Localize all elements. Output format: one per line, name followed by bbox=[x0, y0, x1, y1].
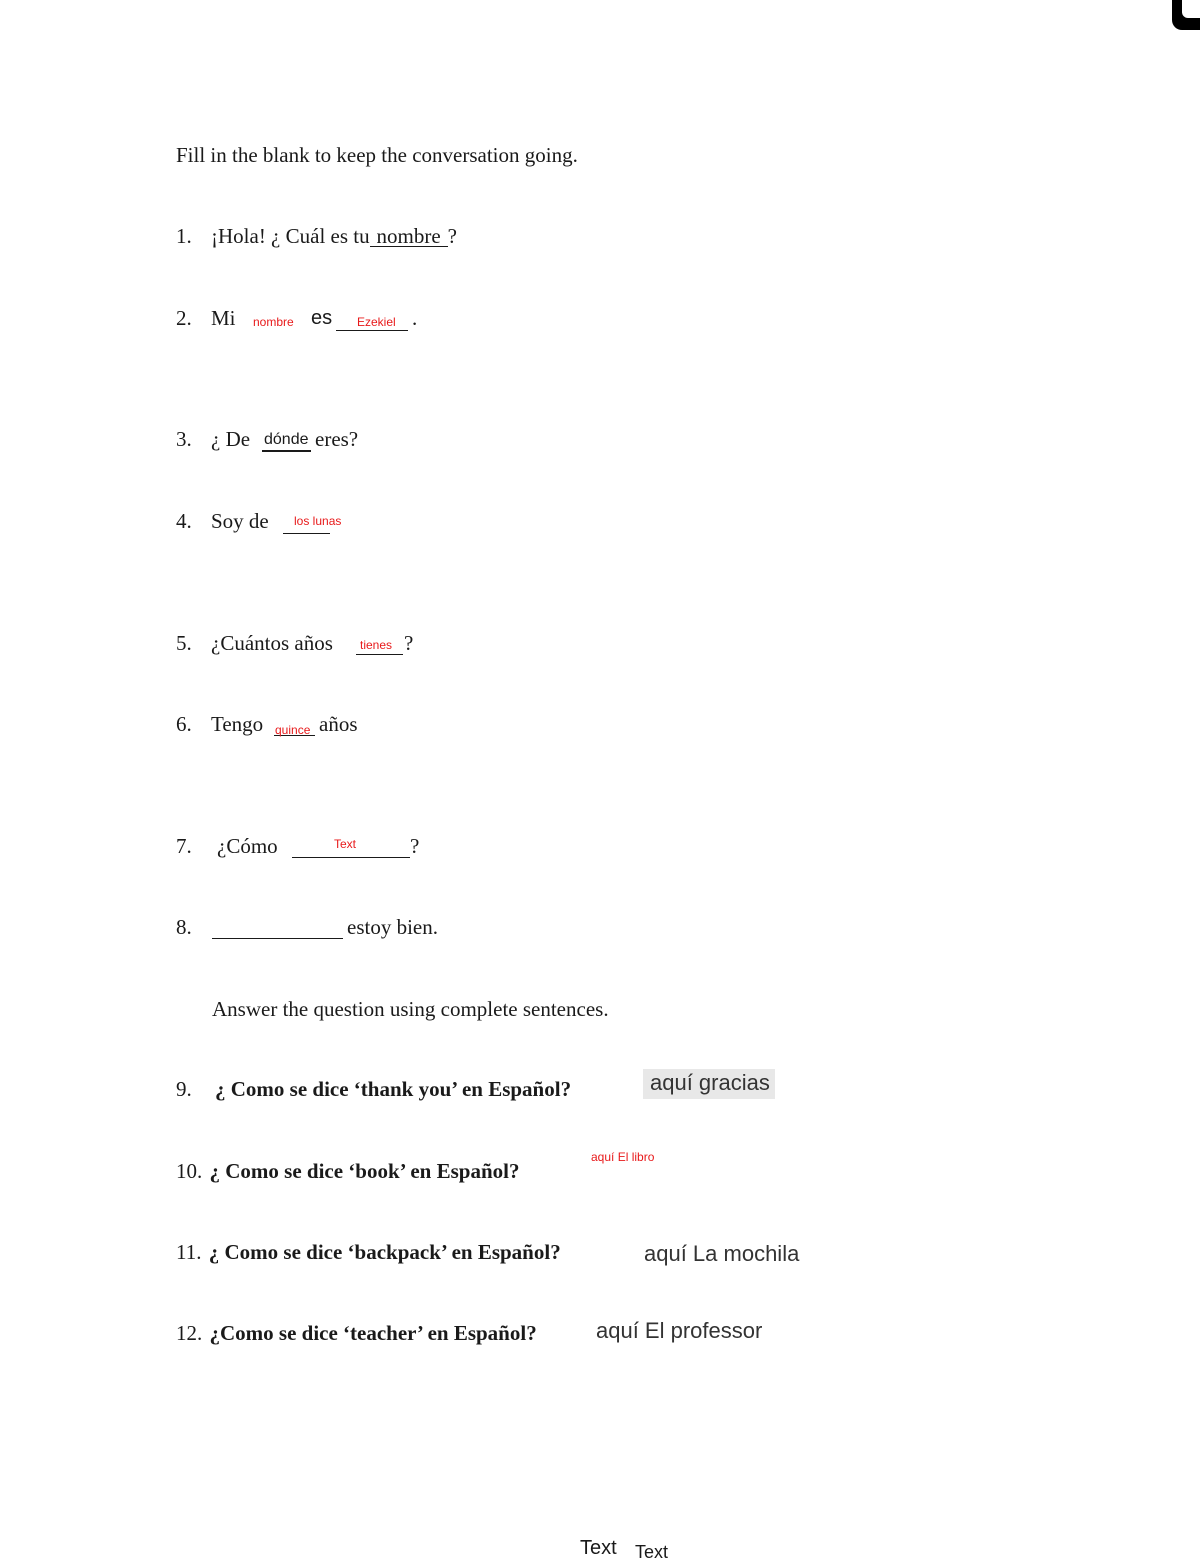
question-3 bbox=[176, 427, 250, 452]
question-number: 9. bbox=[176, 1077, 192, 1101]
answer-field[interactable]: aquí El professor bbox=[596, 1318, 763, 1343]
question-8 bbox=[176, 915, 192, 940]
blank-answer[interactable]: nombre bbox=[370, 224, 448, 247]
section-instructions: Answer the question using complete sentences. bbox=[212, 997, 609, 1021]
question-5 bbox=[176, 631, 333, 656]
answer-field[interactable]: Text bbox=[334, 837, 357, 851]
question-12 bbox=[176, 1321, 537, 1346]
question-9 bbox=[176, 1077, 571, 1102]
question-7 bbox=[176, 834, 278, 859]
question-end: ? bbox=[410, 834, 420, 858]
question-number: 2. bbox=[176, 306, 192, 330]
question-text: ¿ De bbox=[211, 427, 251, 451]
question-number: 8. bbox=[176, 915, 192, 939]
answer-field[interactable]: aquí El libro bbox=[591, 1150, 655, 1164]
question-number: 7. bbox=[176, 834, 192, 858]
question-text: Soy de bbox=[211, 509, 269, 533]
answer-field[interactable]: Ezekiel bbox=[357, 315, 396, 329]
question-4 bbox=[176, 509, 269, 534]
question-number: 5. bbox=[176, 631, 192, 655]
blank-line bbox=[292, 857, 410, 858]
question-end: eres? bbox=[315, 427, 359, 451]
question-number: 6. bbox=[176, 712, 192, 736]
question-number: 12. bbox=[176, 1321, 203, 1345]
answer-field[interactable]: los lunas bbox=[294, 514, 342, 528]
answer-field[interactable]: tienes bbox=[360, 638, 393, 652]
blank-line bbox=[336, 330, 408, 331]
question-text: Mi bbox=[211, 306, 236, 330]
answer-field[interactable]: aquí La mochila bbox=[644, 1241, 800, 1266]
question-text: ¡Hola! ¿ Cuál es tu bbox=[211, 224, 370, 248]
question-text: ¿ Como se dice ‘book’ en Español? bbox=[209, 1159, 520, 1183]
question-text: ¿ Como se dice ‘thank you’ en Español? bbox=[215, 1077, 572, 1101]
question-number: 10. bbox=[176, 1159, 203, 1183]
footer-text-1[interactable]: Text bbox=[580, 1537, 617, 1559]
answer-field[interactable]: quince bbox=[275, 723, 311, 737]
question-number: 1. bbox=[176, 224, 192, 248]
footer-text-2[interactable]: Text bbox=[635, 1542, 669, 1562]
answer-field[interactable]: dónde bbox=[262, 431, 311, 452]
question-6 bbox=[176, 712, 263, 737]
question-text: ¿Cuántos años bbox=[211, 631, 333, 655]
question-end: . bbox=[412, 306, 418, 330]
question-2 bbox=[176, 306, 236, 331]
question-end: ? bbox=[447, 224, 457, 248]
answer-field[interactable]: nombre bbox=[253, 315, 294, 329]
question-text-mid: es bbox=[311, 307, 333, 329]
corner-mark bbox=[1172, 0, 1200, 30]
question-end: años bbox=[319, 712, 358, 736]
blank-line bbox=[283, 533, 330, 534]
question-end: ? bbox=[404, 631, 414, 655]
question-number: 11. bbox=[176, 1240, 202, 1264]
question-1 bbox=[176, 224, 457, 249]
question-10 bbox=[176, 1159, 519, 1184]
question-text: estoy bien. bbox=[347, 915, 438, 939]
blank-line[interactable] bbox=[212, 938, 343, 939]
question-text: ¿Cómo bbox=[217, 834, 278, 858]
question-11 bbox=[176, 1240, 561, 1265]
question-text: Tengo bbox=[211, 712, 264, 736]
blank-line bbox=[356, 654, 403, 655]
question-text: ¿ Como se dice ‘backpack’ en Español? bbox=[208, 1240, 561, 1264]
question-text: ¿Como se dice ‘teacher’ en Español? bbox=[209, 1321, 537, 1345]
answer-field[interactable]: aquí gracias bbox=[643, 1069, 775, 1099]
question-number: 3. bbox=[176, 427, 192, 451]
question-number: 4. bbox=[176, 509, 192, 533]
instructions: Fill in the blank to keep the conversation going. bbox=[176, 143, 578, 167]
